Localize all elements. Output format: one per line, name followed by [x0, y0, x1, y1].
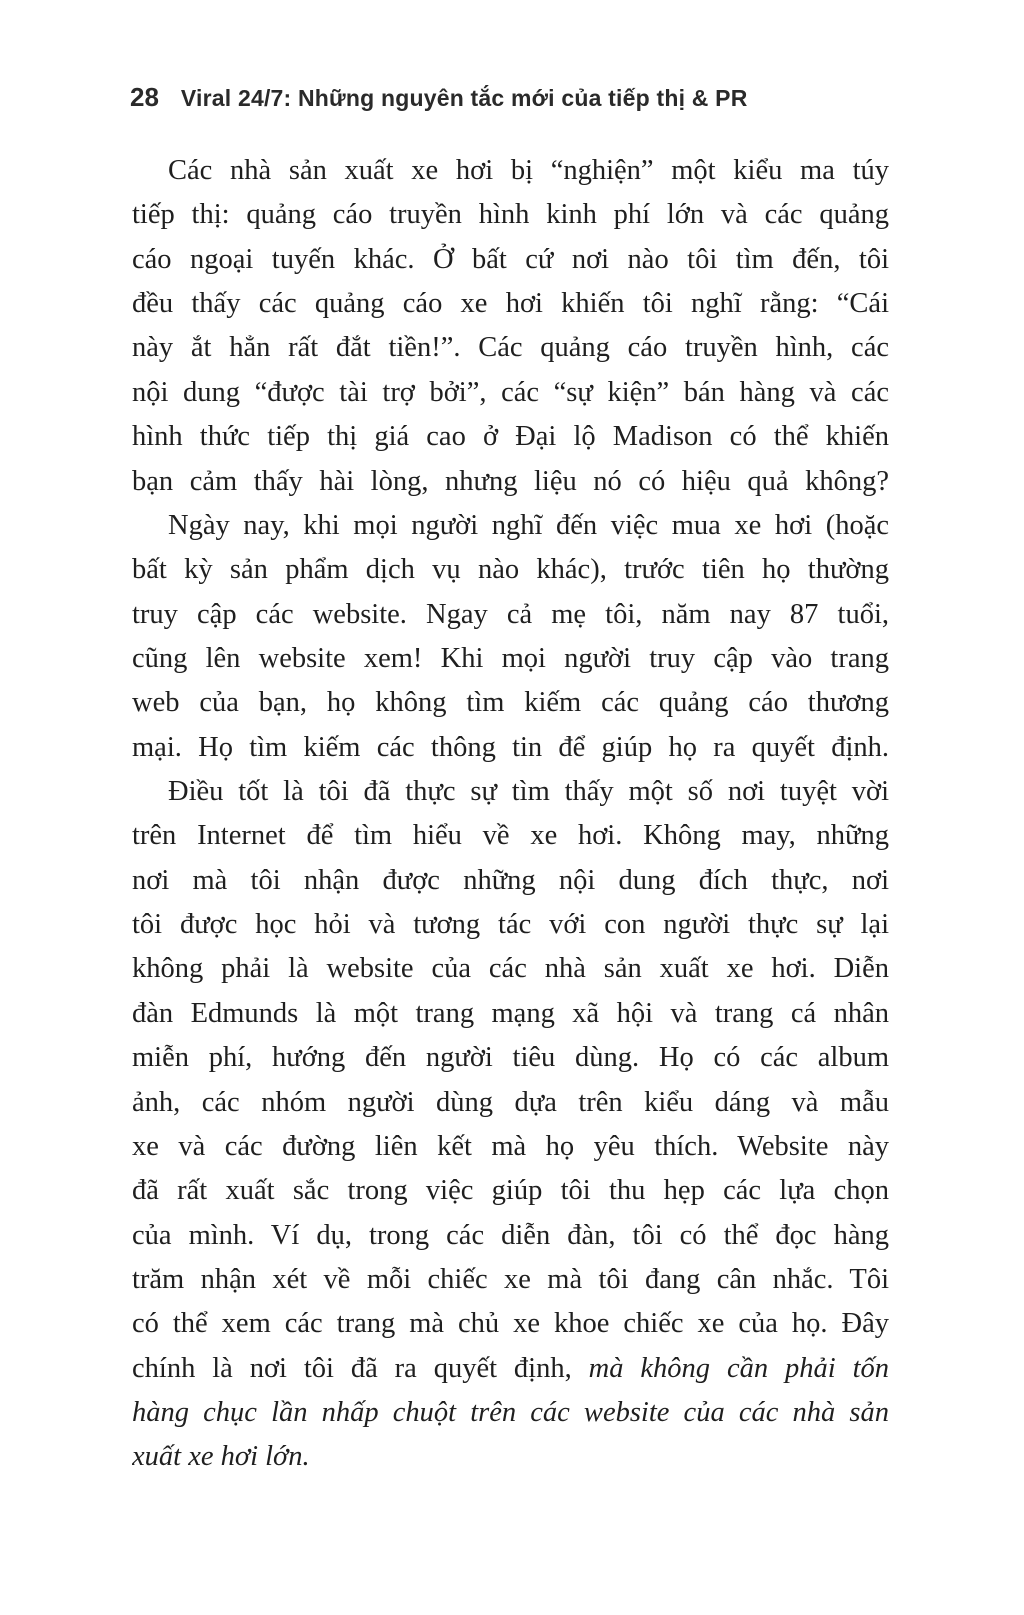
text-line — [132, 992, 889, 1036]
body-text — [132, 149, 889, 1480]
text-line — [132, 548, 889, 592]
text-line — [132, 1258, 889, 1302]
text-segment: miễn phí, hướng đến người tiêu dùng. Họ có các album — [132, 1042, 889, 1074]
text-segment: không phải là website của các nhà sản xuất xe hơi. Diễn — [132, 953, 889, 985]
text-segment: mà không cần phải tốn — [588, 1352, 889, 1384]
text-segment: truy cập các website. Ngay cả mẹ tôi, năm nay 87 tuổi, — [132, 598, 889, 630]
text-line — [132, 770, 889, 814]
text-line — [132, 1125, 889, 1169]
text-segment: đều thấy các quảng cáo xe hơi khiến tôi nghĩ rằng: “Cái — [132, 288, 889, 320]
text-segment: Ngày nay, khi mọi người nghĩ đến việc mua xe hơi (hoặc — [168, 509, 889, 541]
text-line — [132, 282, 889, 326]
text-segment: đã rất xuất sắc trong việc giúp tôi thu hẹp các lựa chọn — [132, 1175, 889, 1207]
text-line — [132, 415, 889, 459]
text-segment: mại. Họ tìm kiếm các thông tin để giúp họ ra quyết định. — [132, 731, 889, 763]
running-title: Viral 24/7: Những nguyên tắc mới của tiếp thị & PR — [180, 85, 748, 111]
text-line — [132, 903, 889, 947]
text-segment: hàng chục lần nhấp chuột trên các website của các nhà sản — [132, 1397, 889, 1429]
text-line — [132, 1169, 889, 1213]
text-segment: chính là nơi tôi đã ra quyết định, — [132, 1352, 589, 1384]
text-line — [132, 1214, 889, 1258]
text-segment: nơi mà tôi nhận được những nội dung đích thực, nơi — [132, 864, 889, 896]
text-segment: cáo ngoại tuyến khác. Ở bất cứ nơi nào tôi tìm đến, tôi — [132, 243, 889, 275]
text-segment: Các nhà sản xuất xe hơi bị “nghiện” một kiểu ma túy — [168, 155, 889, 186]
text-line — [132, 947, 889, 991]
text-segment: có thể xem các trang mà chủ xe khoe chiếc xe của họ. Đây — [132, 1308, 889, 1340]
text-line — [132, 593, 889, 637]
text-line — [132, 859, 889, 903]
page-number: 28 — [130, 82, 159, 112]
text-line — [132, 637, 889, 681]
text-segment: tôi được học hỏi và tương tác với con người thực sự lại — [132, 909, 889, 941]
text-segment: Điều tốt là tôi đã thực sự tìm thấy một số nơi tuyệt vời — [168, 776, 889, 808]
text-segment: bạn cảm thấy hài lòng, nhưng liệu nó có hiệu quả không? — [132, 465, 889, 497]
text-line — [132, 681, 889, 725]
text-segment: trên Internet để tìm hiểu về xe hơi. Không may, những — [132, 820, 889, 852]
text-segment: web của bạn, họ không tìm kiếm các quảng cáo thương — [132, 687, 889, 719]
text-line — [132, 371, 889, 415]
text-line — [132, 1435, 889, 1479]
text-line — [132, 460, 889, 504]
text-line — [132, 1347, 889, 1391]
text-segment: ảnh, các nhóm người dùng dựa trên kiểu dáng và mẫu — [132, 1086, 889, 1118]
text-line — [132, 814, 889, 858]
text-segment: hình thức tiếp thị giá cao ở Đại lộ Madison có thể khiến — [132, 421, 889, 453]
text-segment: bất kỳ sản phẩm dịch vụ nào khác), trước tiên họ thường — [132, 554, 889, 586]
text-line — [132, 193, 889, 237]
page-header — [130, 82, 748, 113]
text-line — [132, 238, 889, 282]
text-line — [132, 149, 889, 193]
text-segment: đàn Edmunds là một trang mạng xã hội và trang cá nhân — [132, 997, 889, 1029]
text-line — [132, 1391, 889, 1435]
text-segment: của mình. Ví dụ, trong các diễn đàn, tôi có thể đọc hàng — [132, 1219, 889, 1251]
text-segment: cũng lên website xem! Khi mọi người truy cập vào trang — [132, 642, 889, 674]
text-segment: tiếp thị: quảng cáo truyền hình kinh phí lớn và các quảng — [132, 199, 889, 231]
text-segment: trăm nhận xét về mỗi chiếc xe mà tôi đang cân nhắc. Tôi — [132, 1263, 889, 1295]
text-segment: xe và các đường liên kết mà họ yêu thích. Website này — [132, 1130, 889, 1162]
text-line — [132, 1081, 889, 1125]
text-line — [132, 1302, 889, 1346]
text-line — [132, 726, 889, 770]
text-line — [132, 1036, 889, 1080]
text-segment: nội dung “được tài trợ bởi”, các “sự kiện” bán hàng và các — [132, 376, 889, 408]
text-line — [132, 326, 889, 370]
text-line — [132, 504, 889, 548]
text-segment: xuất xe hơi lớn. — [132, 1441, 310, 1473]
text-segment: này ắt hẳn rất đắt tiền!”. Các quảng cáo truyền hình, các — [132, 332, 889, 364]
